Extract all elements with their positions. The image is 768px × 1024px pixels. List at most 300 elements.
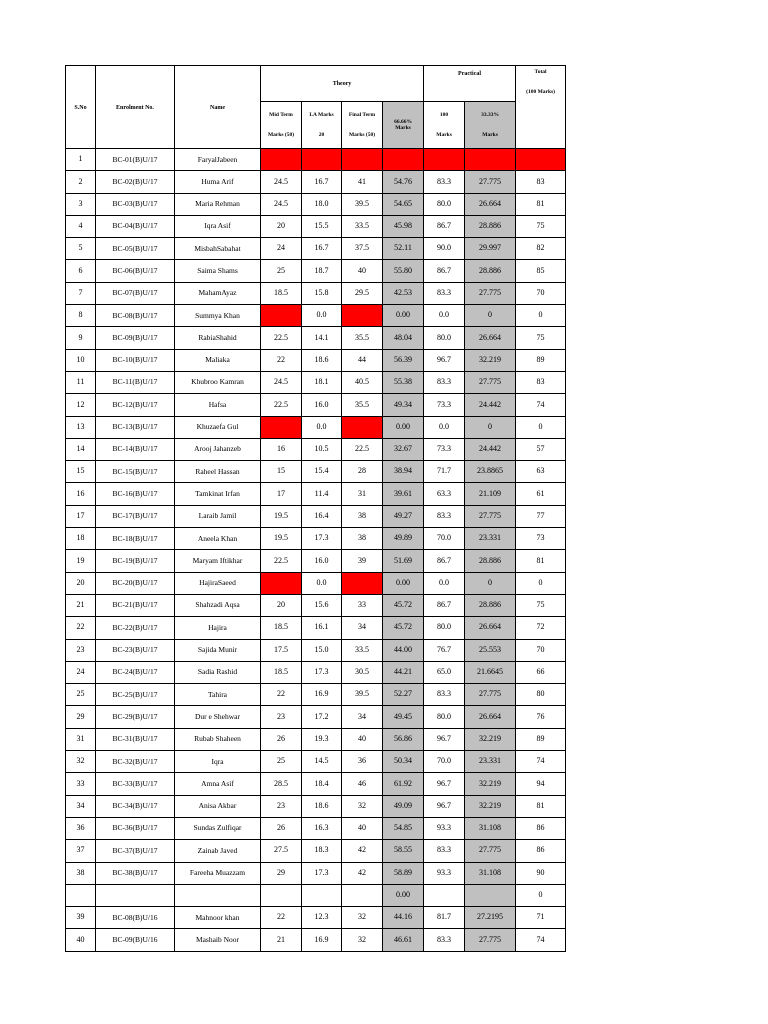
cell-p100: 73.3 <box>424 394 465 416</box>
cell-mid: 23 <box>261 795 302 817</box>
header-enrolment: Enrolment No. <box>96 66 175 149</box>
cell-final: 38 <box>342 528 383 550</box>
cell-sno: 24 <box>66 661 96 683</box>
cell-total: 71 <box>516 907 566 929</box>
cell-enrol: BC-25(B)U/17 <box>96 684 175 706</box>
cell-enrol: BC-12(B)U/17 <box>96 394 175 416</box>
cell-p66: 49.34 <box>383 394 424 416</box>
header-total <box>516 66 566 149</box>
cell-sno: 23 <box>66 639 96 661</box>
cell-final: 37.5 <box>342 238 383 260</box>
table-row <box>66 617 566 639</box>
cell-p100 <box>424 149 465 171</box>
cell-p66: 44.16 <box>383 907 424 929</box>
cell-name: Arooj Jahanzeb <box>175 438 261 460</box>
cell-final: 40 <box>342 728 383 750</box>
cell-final: 36 <box>342 751 383 773</box>
header-sno: S.No <box>66 66 96 149</box>
cell-final: 30.5 <box>342 661 383 683</box>
cell-enrol: BC-18(B)U/17 <box>96 528 175 550</box>
cell-sno: 2 <box>66 171 96 193</box>
cell-sno: 20 <box>66 572 96 594</box>
table-row <box>66 149 566 171</box>
cell-final <box>342 572 383 594</box>
cell-p33: 23.8865 <box>465 461 516 483</box>
cell-sno: 34 <box>66 795 96 817</box>
header-total-label: Total <box>534 69 547 75</box>
cell-la <box>302 884 342 906</box>
table-row <box>66 394 566 416</box>
cell-enrol: BC-20(B)U/17 <box>96 572 175 594</box>
cell-p33: 27.2195 <box>465 907 516 929</box>
cell-final <box>342 305 383 327</box>
cell-final: 40 <box>342 817 383 839</box>
cell-final: 33.5 <box>342 215 383 237</box>
cell-p33: 32.219 <box>465 349 516 371</box>
cell-total: 83 <box>516 171 566 193</box>
cell-la: 18.0 <box>302 193 342 215</box>
cell-mid: 24.5 <box>261 171 302 193</box>
cell-sno: 3 <box>66 193 96 215</box>
cell-la: 18.6 <box>302 795 342 817</box>
header-pct-66: 66.66% Marks <box>383 102 424 149</box>
cell-name: Fareeha Muazzam <box>175 862 261 884</box>
cell-name: Iqra Asif <box>175 215 261 237</box>
cell-sno: 4 <box>66 215 96 237</box>
cell-p66: 55.38 <box>383 371 424 393</box>
cell-name: Huma Arif <box>175 171 261 193</box>
cell-la: 19.3 <box>302 728 342 750</box>
cell-sno: 5 <box>66 238 96 260</box>
cell-name: Raheel Hassan <box>175 461 261 483</box>
cell-la: 16.4 <box>302 505 342 527</box>
cell-name: Maria Rehman <box>175 193 261 215</box>
cell-total: 70 <box>516 639 566 661</box>
cell-name: Khubroo Kamran <box>175 371 261 393</box>
cell-total: 86 <box>516 840 566 862</box>
cell-name: Summya Khan <box>175 305 261 327</box>
cell-enrol: BC-31(B)U/17 <box>96 728 175 750</box>
cell-sno: 13 <box>66 416 96 438</box>
table-row <box>66 661 566 683</box>
cell-final: 40.5 <box>342 371 383 393</box>
table-row <box>66 282 566 304</box>
table-row <box>66 483 566 505</box>
table-row <box>66 572 566 594</box>
table-row <box>66 171 566 193</box>
cell-total: 61 <box>516 483 566 505</box>
cell-total: 76 <box>516 706 566 728</box>
cell-mid <box>261 149 302 171</box>
cell-p66: 32.67 <box>383 438 424 460</box>
cell-sno: 12 <box>66 394 96 416</box>
cell-name: Anisa Akbar <box>175 795 261 817</box>
cell-name: MisbahSabahat <box>175 238 261 260</box>
cell-mid: 22.5 <box>261 394 302 416</box>
cell-la: 16.7 <box>302 238 342 260</box>
cell-name: Amna Asif <box>175 773 261 795</box>
cell-sno: 8 <box>66 305 96 327</box>
cell-p33: 25.553 <box>465 639 516 661</box>
cell-sno: 16 <box>66 483 96 505</box>
cell-total <box>516 149 566 171</box>
cell-mid: 26 <box>261 728 302 750</box>
cell-p33: 28.886 <box>465 550 516 572</box>
cell-total: 74 <box>516 929 566 951</box>
cell-final: 34 <box>342 706 383 728</box>
cell-p100: 83.3 <box>424 505 465 527</box>
cell-p100: 76.7 <box>424 639 465 661</box>
cell-p66: 61.92 <box>383 773 424 795</box>
cell-mid: 25 <box>261 260 302 282</box>
cell-p33: 23.331 <box>465 751 516 773</box>
cell-p100: 81.7 <box>424 907 465 929</box>
cell-final: 33.5 <box>342 639 383 661</box>
cell-p100: 80.0 <box>424 706 465 728</box>
cell-sno: 40 <box>66 929 96 951</box>
cell-p66: 44.21 <box>383 661 424 683</box>
cell-p100: 70.0 <box>424 528 465 550</box>
table-row <box>66 238 566 260</box>
cell-enrol: BC-23(B)U/17 <box>96 639 175 661</box>
cell-name: Mahnoor khan <box>175 907 261 929</box>
cell-final: 39 <box>342 550 383 572</box>
cell-p33: 0 <box>465 305 516 327</box>
cell-p100: 0.0 <box>424 572 465 594</box>
cell-total: 94 <box>516 773 566 795</box>
cell-p33 <box>465 149 516 171</box>
cell-p66: 46.61 <box>383 929 424 951</box>
cell-p100: 0.0 <box>424 416 465 438</box>
cell-p66: 56.39 <box>383 349 424 371</box>
cell-mid: 23 <box>261 706 302 728</box>
cell-name: Zainab Javed <box>175 840 261 862</box>
cell-mid: 24.5 <box>261 193 302 215</box>
cell-p33: 26.664 <box>465 617 516 639</box>
cell-enrol: BC-06(B)U/17 <box>96 260 175 282</box>
cell-la: 18.7 <box>302 260 342 282</box>
cell-name: Iqra <box>175 751 261 773</box>
cell-name: Sadia Rashid <box>175 661 261 683</box>
cell-p33: 32.219 <box>465 773 516 795</box>
cell-final: 35.5 <box>342 394 383 416</box>
cell-mid: 24 <box>261 238 302 260</box>
cell-p66: 38.94 <box>383 461 424 483</box>
cell-la: 17.3 <box>302 661 342 683</box>
table-row <box>66 461 566 483</box>
cell-la: 18.4 <box>302 773 342 795</box>
cell-p33: 27.775 <box>465 371 516 393</box>
cell-sno: 18 <box>66 528 96 550</box>
table-row <box>66 862 566 884</box>
cell-p100: 83.3 <box>424 171 465 193</box>
cell-p33: 21.6645 <box>465 661 516 683</box>
header-theory: Theory <box>261 66 424 102</box>
cell-la: 16.3 <box>302 817 342 839</box>
cell-name: FaryalJabeen <box>175 149 261 171</box>
cell-sno: 11 <box>66 371 96 393</box>
cell-la: 18.1 <box>302 371 342 393</box>
cell-final: 32 <box>342 907 383 929</box>
cell-enrol: BC-11(B)U/17 <box>96 371 175 393</box>
cell-enrol: BC-17(B)U/17 <box>96 505 175 527</box>
cell-enrol: BC-33(B)U/17 <box>96 773 175 795</box>
cell-sno: 22 <box>66 617 96 639</box>
cell-p66: 39.61 <box>383 483 424 505</box>
cell-sno: 38 <box>66 862 96 884</box>
cell-p100: 86.7 <box>424 594 465 616</box>
cell-p100: 83.3 <box>424 684 465 706</box>
table-row <box>66 550 566 572</box>
cell-p100: 96.7 <box>424 349 465 371</box>
cell-p66: 58.89 <box>383 862 424 884</box>
table-row <box>66 639 566 661</box>
cell-p100 <box>424 884 465 906</box>
cell-total: 75 <box>516 594 566 616</box>
header-row-top <box>66 66 566 102</box>
cell-enrol: BC-10(B)U/17 <box>96 349 175 371</box>
cell-sno: 7 <box>66 282 96 304</box>
cell-total: 0 <box>516 572 566 594</box>
cell-p66: 58.55 <box>383 840 424 862</box>
cell-la: 16.0 <box>302 394 342 416</box>
table-row <box>66 728 566 750</box>
cell-name: Shahzadi Aqsa <box>175 594 261 616</box>
cell-la: 12.3 <box>302 907 342 929</box>
cell-name: Tamkinat Irfan <box>175 483 261 505</box>
cell-p33: 26.664 <box>465 193 516 215</box>
cell-p100: 0.0 <box>424 305 465 327</box>
cell-enrol: BC-32(B)U/17 <box>96 751 175 773</box>
cell-name: Hafsa <box>175 394 261 416</box>
cell-la <box>302 149 342 171</box>
cell-mid: 22.5 <box>261 550 302 572</box>
table-row <box>66 305 566 327</box>
cell-total: 89 <box>516 728 566 750</box>
cell-p100: 83.3 <box>424 840 465 862</box>
cell-enrol: BC-29(B)U/17 <box>96 706 175 728</box>
cell-name: Hajira <box>175 617 261 639</box>
cell-total: 73 <box>516 528 566 550</box>
cell-total: 83 <box>516 371 566 393</box>
cell-p33: 32.219 <box>465 795 516 817</box>
cell-final: 42 <box>342 862 383 884</box>
cell-final: 38 <box>342 505 383 527</box>
cell-p66: 49.09 <box>383 795 424 817</box>
cell-enrol: BC-16(B)U/17 <box>96 483 175 505</box>
cell-enrol: BC-08(B)U/17 <box>96 305 175 327</box>
cell-total: 77 <box>516 505 566 527</box>
cell-enrol: BC-21(B)U/17 <box>96 594 175 616</box>
cell-total: 81 <box>516 795 566 817</box>
cell-la: 18.3 <box>302 840 342 862</box>
cell-la: 16.7 <box>302 171 342 193</box>
table-row <box>66 884 566 906</box>
cell-p66: 56.86 <box>383 728 424 750</box>
cell-la: 0.0 <box>302 305 342 327</box>
cell-name: Aneela Khan <box>175 528 261 550</box>
table-row <box>66 349 566 371</box>
cell-final: 42 <box>342 840 383 862</box>
cell-p66: 0.00 <box>383 572 424 594</box>
table-row <box>66 684 566 706</box>
cell-name: Mashaib Noor <box>175 929 261 951</box>
table-row <box>66 773 566 795</box>
cell-p100: 83.3 <box>424 929 465 951</box>
cell-mid: 15 <box>261 461 302 483</box>
table-row <box>66 260 566 282</box>
cell-p66: 52.27 <box>383 684 424 706</box>
cell-p66: 54.85 <box>383 817 424 839</box>
cell-enrol: BC-24(B)U/17 <box>96 661 175 683</box>
cell-final: 32 <box>342 795 383 817</box>
cell-final: 39.5 <box>342 193 383 215</box>
cell-la: 16.0 <box>302 550 342 572</box>
cell-sno: 14 <box>66 438 96 460</box>
cell-p33: 27.775 <box>465 282 516 304</box>
cell-total: 57 <box>516 438 566 460</box>
cell-final: 29.5 <box>342 282 383 304</box>
cell-la: 14.5 <box>302 751 342 773</box>
cell-total: 74 <box>516 394 566 416</box>
cell-la: 0.0 <box>302 572 342 594</box>
cell-p33: 27.775 <box>465 171 516 193</box>
cell-mid: 18.5 <box>261 282 302 304</box>
cell-la: 15.5 <box>302 215 342 237</box>
cell-mid: 16 <box>261 438 302 460</box>
table-row <box>66 327 566 349</box>
cell-p33: 0 <box>465 572 516 594</box>
cell-p33: 24.442 <box>465 394 516 416</box>
cell-p100: 93.3 <box>424 817 465 839</box>
cell-enrol: BC-36(B)U/17 <box>96 817 175 839</box>
cell-name: RabiaShahid <box>175 327 261 349</box>
cell-enrol: BC-05(B)U/17 <box>96 238 175 260</box>
cell-total: 90 <box>516 862 566 884</box>
table-row <box>66 594 566 616</box>
cell-sno: 9 <box>66 327 96 349</box>
cell-la: 15.6 <box>302 594 342 616</box>
cell-enrol: BC-08(B)U/16 <box>96 907 175 929</box>
cell-name: Saima Shams <box>175 260 261 282</box>
cell-name: Rubab Shaheen <box>175 728 261 750</box>
cell-p100: 80.0 <box>424 617 465 639</box>
table-row <box>66 528 566 550</box>
cell-mid: 20 <box>261 215 302 237</box>
cell-sno: 1 <box>66 149 96 171</box>
cell-total: 0 <box>516 305 566 327</box>
cell-final: 35.5 <box>342 327 383 349</box>
cell-p66: 50.34 <box>383 751 424 773</box>
cell-p100: 80.0 <box>424 193 465 215</box>
cell-total: 80 <box>516 684 566 706</box>
cell-mid: 20 <box>261 594 302 616</box>
cell-total: 86 <box>516 817 566 839</box>
header-practical: Practical <box>424 66 516 102</box>
cell-enrol: BC-04(B)U/17 <box>96 215 175 237</box>
cell-p100: 86.7 <box>424 550 465 572</box>
table-row <box>66 840 566 862</box>
cell-p66: 48.04 <box>383 327 424 349</box>
cell-final <box>342 884 383 906</box>
cell-p66: 45.72 <box>383 617 424 639</box>
cell-sno: 37 <box>66 840 96 862</box>
cell-name: Maryam Iftikhar <box>175 550 261 572</box>
cell-name: Khuzaefa Gul <box>175 416 261 438</box>
cell-name: Sundas Zulfiqar <box>175 817 261 839</box>
cell-sno: 36 <box>66 817 96 839</box>
cell-la: 14.1 <box>302 327 342 349</box>
cell-sno: 10 <box>66 349 96 371</box>
table-row <box>66 215 566 237</box>
cell-final: 28 <box>342 461 383 483</box>
table-row <box>66 193 566 215</box>
cell-total: 75 <box>516 215 566 237</box>
table-row <box>66 817 566 839</box>
cell-final: 46 <box>342 773 383 795</box>
cell-mid: 17.5 <box>261 639 302 661</box>
cell-sno <box>66 884 96 906</box>
table-row <box>66 907 566 929</box>
cell-sno: 33 <box>66 773 96 795</box>
cell-sno: 39 <box>66 907 96 929</box>
cell-mid: 19.5 <box>261 528 302 550</box>
cell-mid: 22 <box>261 907 302 929</box>
cell-enrol <box>96 884 175 906</box>
cell-name: HajiraSaeed <box>175 572 261 594</box>
cell-p66: 49.45 <box>383 706 424 728</box>
table-row <box>66 706 566 728</box>
cell-mid <box>261 572 302 594</box>
table-row <box>66 505 566 527</box>
cell-sno: 6 <box>66 260 96 282</box>
cell-p66: 45.98 <box>383 215 424 237</box>
cell-p33: 27.775 <box>465 684 516 706</box>
cell-la: 0.0 <box>302 416 342 438</box>
cell-enrol: BC-38(B)U/17 <box>96 862 175 884</box>
cell-p33: 26.664 <box>465 706 516 728</box>
cell-name <box>175 884 261 906</box>
cell-enrol: BC-19(B)U/17 <box>96 550 175 572</box>
header-final-term: Final Term Marks (50) <box>342 102 383 149</box>
cell-p66: 42.53 <box>383 282 424 304</box>
cell-final <box>342 416 383 438</box>
cell-total: 85 <box>516 260 566 282</box>
cell-la: 17.2 <box>302 706 342 728</box>
cell-sno: 17 <box>66 505 96 527</box>
cell-p33: 28.886 <box>465 260 516 282</box>
cell-enrol: BC-07(B)U/17 <box>96 282 175 304</box>
cell-p33: 24.442 <box>465 438 516 460</box>
table-row <box>66 416 566 438</box>
cell-enrol: BC-15(B)U/17 <box>96 461 175 483</box>
cell-p66: 49.27 <box>383 505 424 527</box>
cell-final: 40 <box>342 260 383 282</box>
cell-total: 72 <box>516 617 566 639</box>
cell-enrol: BC-14(B)U/17 <box>96 438 175 460</box>
cell-mid: 25 <box>261 751 302 773</box>
table-row <box>66 371 566 393</box>
cell-la: 16.9 <box>302 929 342 951</box>
cell-p66: 45.72 <box>383 594 424 616</box>
cell-p100: 86.7 <box>424 215 465 237</box>
cell-p66: 0.00 <box>383 305 424 327</box>
cell-final: 31 <box>342 483 383 505</box>
cell-total: 75 <box>516 327 566 349</box>
cell-p100: 65.0 <box>424 661 465 683</box>
cell-total: 66 <box>516 661 566 683</box>
cell-la: 17.3 <box>302 862 342 884</box>
